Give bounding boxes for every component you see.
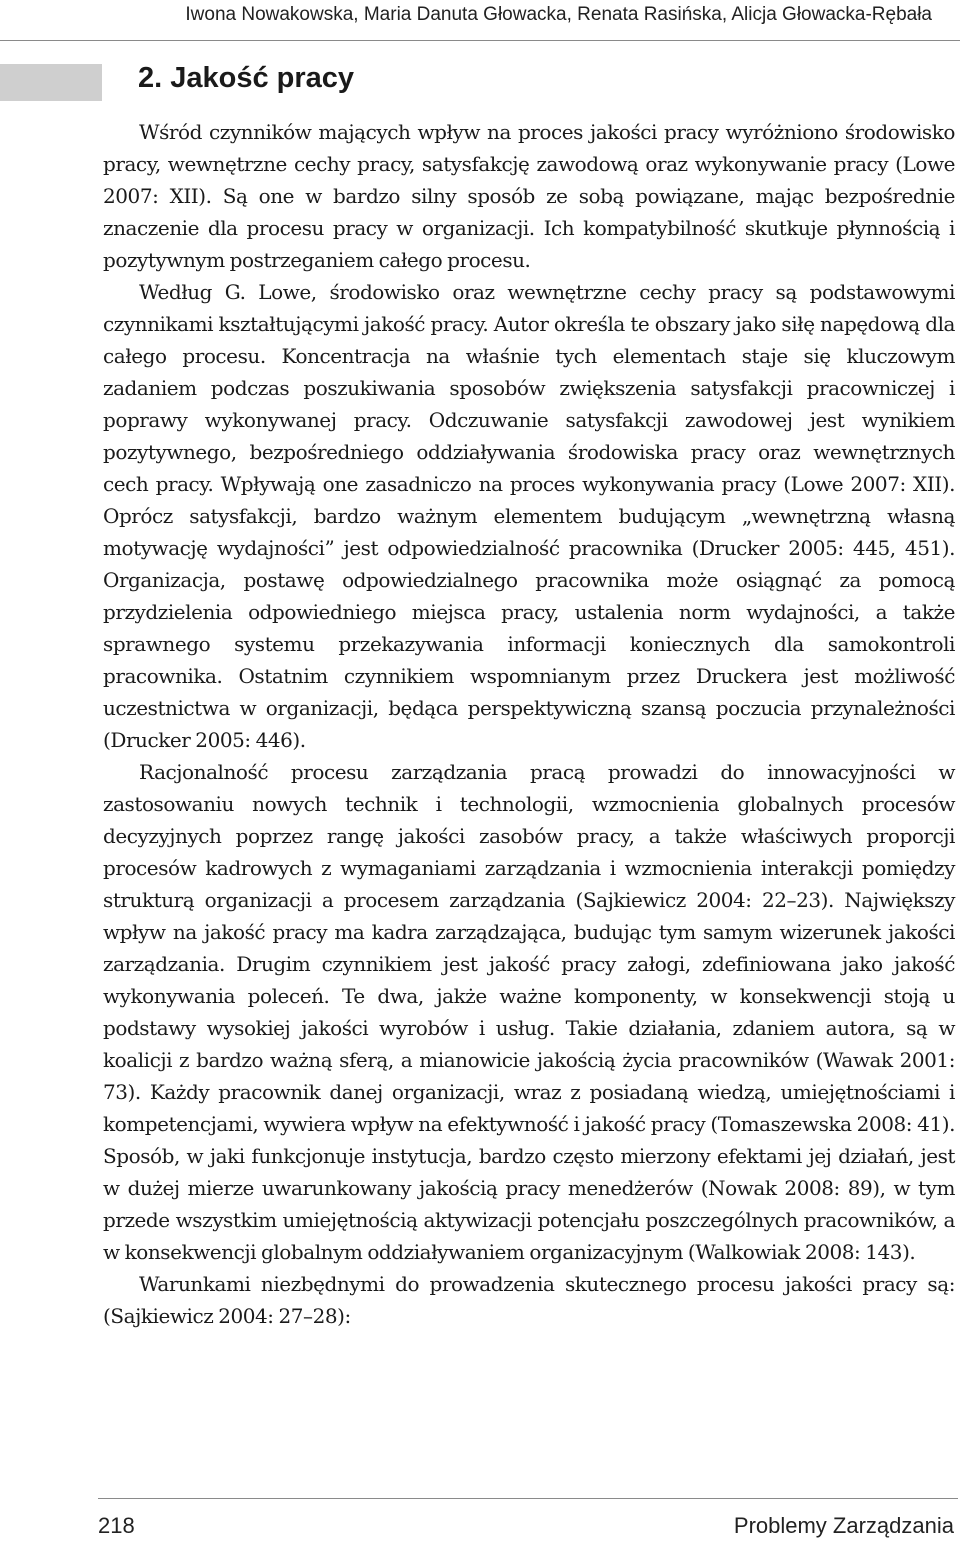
section-heading: 2. Jakość pracy	[138, 62, 355, 94]
paragraph-4: Warunkami niezbędnymi do prowadzenia skutecznego procesu jakości pracy są: (Sajkiewicz 2004: 27–28):	[103, 1272, 955, 1328]
running-header	[0, 0, 960, 41]
running-header-authors: Iwona Nowakowska, Maria Danuta Głowacka, Renata Rasińska, Alicja Głowacka-Rębała	[185, 4, 932, 25]
journal-title: Problemy Zarządzania	[733, 1513, 954, 1538]
paragraph-2: Według G. Lowe, środowisko oraz wewnętrzne cechy pracy są podstawowymi czynnikami kształtującymi jakość pracy. Autor określa te obszary jako siłę napędową dla całego procesu. Koncentracja na właśnie tych elementach staje się kluczowym zadaniem podczas poszukiwania sposobów zwiększenia satysfakcji pracowniczej i poprawy wykonywanej pracy. Odczuwanie satysfakcji zawodowej jest wynikiem pozytywnego, bezpośredniego oddziaływania środowiska pracy oraz wewnętrznych cech pracy. Wpływają one zasadniczo na proces wykonywania pracy (Lowe 2007: XII). Oprócz satysfakcji, bardzo ważnym elementem budującym „wewnętrzną własną motywację wydajności” jest odpowiedzialność pracownika (Drucker 2005: 445, 451). Organizacja, postawę odpowiedzialnego pracownika może osiągnąć za pomocą przydzielenia odpowiedniego miejsca pracy, ustalenia norm wydajności, a także sprawnego systemu przekazywania informacji koniecznych dla samokontroli pracownika. Ostatnim czynnikiem wspomnianym przez Druckera jest możliwość uczestnictwa w organizacji, będąca perspektywiczną szansą poczucia przynależności (Drucker 2005: 446).	[103, 280, 955, 752]
paragraph-3: Racjonalność procesu zarządzania pracą prowadzi do innowacyjności w zastosowaniu nowych technik i technologii, wzmocnienia globalnych procesów decyzyjnych poprzez rangę jakości zasobów pracy, a także właściwych proporcji procesów kadrowych z wymaganiami zarządzania i wzmocnienia interakcji pomiędzy strukturą organizacji a procesem zarządzania (Sajkiewicz 2004: 22–23). Największy wpływ na jakość pracy ma kadra zarządzająca, budując tym samym wizerunek jakości zarządzania. Drugim czynnikiem jest jakość pracy załogi, zdefiniowana jako jakość wykonywania poleceń. Te dwa, jakże ważne komponenty, w konsekwencji stoją u podstawy wysokiej jakości wyrobów i usług. Takie działania, zdaniem autora, są w koalicji z bardzo ważną sferą, a mianowicie jakością życia pracowników (Wawak 2001: 73). Każdy pracownik danej organizacji, wraz z posiadaną wiedzą, umiejętnościami i kompetencjami, wywiera wpływ na efektywność i jakość pracy (Tomaszewska 2008: 41). Sposób, w jaki funkcjonuje instytucja, bardzo często mierzony efektami jej działań, jest w dużej mierze uwarunkowany jakością pracy menedżerów (Nowak 2008: 89), w tym przede wszystkim umiejętnością aktywizacji potencjału poszczególnych pracowników, a w konsekwencji globalnym oddziaływaniem organizacyjnym (Walkowiak 2008: 143).	[103, 760, 955, 1264]
footer-divider	[98, 1498, 958, 1499]
article-body	[103, 116, 955, 1332]
page-number: 218	[98, 1513, 135, 1538]
paragraph-1: Wśród czynników mających wpływ na proces jakości pracy wyróżniono środowisko pracy, wewnętrzne cechy pracy, satysfakcję zawodową oraz wykonywanie pracy (Lowe 2007: XII). Są one w bardzo silny sposób ze sobą powiązane, mając bezpośrednie znaczenie dla procesu pracy w organizacji. Ich kompatybilność skutkuje płynnością i pozytywnym postrzeganiem całego procesu.	[103, 120, 955, 272]
section-marker-bar	[0, 64, 102, 101]
